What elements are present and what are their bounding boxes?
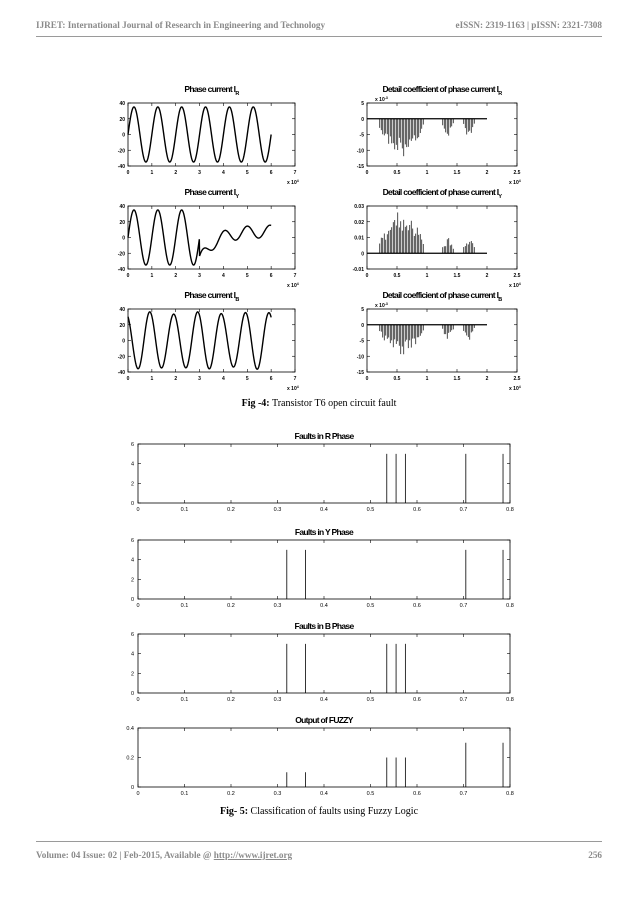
y-tick-label: -0.01 (352, 267, 364, 273)
x-tick-label: 1 (425, 376, 429, 382)
figure-4-text: Transistor T6 open circuit fault (269, 398, 397, 409)
x-tick-label: 0 (126, 273, 130, 279)
panel-title: Phase current $I_Y$ (184, 187, 239, 200)
x-tick-label: 0 (365, 273, 369, 279)
x-tick-label: 0.3 (273, 697, 282, 703)
y-tick-label: 0 (122, 235, 125, 242)
y-tick-label: -15 (356, 164, 364, 170)
x-tick-label: 0.6 (413, 603, 421, 609)
figure-5-caption (0, 806, 638, 817)
x-tick-label: 0.5 (366, 507, 375, 513)
x-tick-label: 0.5 (366, 791, 375, 797)
x-tick-label: 1.5 (453, 376, 461, 382)
y-tick-label: -20 (117, 354, 125, 361)
x-tick-label: 0.3 (273, 507, 282, 513)
x-tick-label: 0.7 (459, 603, 468, 609)
x-tick-label: 2.5 (513, 376, 521, 382)
y-tick-label: 20 (119, 116, 125, 123)
x-tick-label: 0.6 (413, 791, 421, 797)
x-tick-label: 0.5 (393, 273, 401, 279)
x-tick-label: 0 (136, 603, 140, 609)
x-tick-label: 5 (245, 376, 249, 382)
y-tick-label: -5 (359, 132, 364, 139)
journal-link[interactable]: http://www.ijret.org (213, 850, 293, 860)
y-tick-label: 40 (119, 307, 125, 313)
x-tick-label: 0.1 (180, 603, 189, 609)
x-tick-label: 0.8 (506, 603, 514, 609)
x-tick-label: 0 (136, 507, 140, 513)
y-tick-label: -40 (117, 267, 125, 273)
journal-name: IJRET: International Journal of Research in Engineering and Technology (36, 20, 326, 30)
panel-frame (138, 444, 510, 503)
y-tick-label: 4 (130, 461, 134, 468)
panel-title: Faults in B Phase (294, 621, 354, 631)
y-tick-label: -5 (359, 338, 364, 345)
panel-title-subscript: Y (235, 194, 239, 200)
x-tick-label: 0.7 (459, 507, 468, 513)
y-scale-label: x $10^{-3}$ (375, 96, 388, 103)
y-tick-label: -40 (117, 370, 125, 376)
panel-title: Detail coefficient of phase current $I_B$ (382, 290, 502, 303)
x-tick-label: 0 (365, 376, 369, 382)
x-tick-label: 7 (293, 170, 297, 176)
x-tick-label: 0.6 (413, 697, 421, 703)
x-tick-label: 0.3 (273, 603, 282, 609)
x-tick-label: 0.7 (459, 791, 468, 797)
x-tick-label: 0.8 (506, 791, 514, 797)
y-tick-label: -20 (117, 251, 125, 258)
x-tick-label: 0.1 (180, 697, 189, 703)
x-tick-label: 0.4 (320, 603, 328, 609)
x-tick-label: 0 (126, 376, 130, 382)
x-tick-label: 3 (198, 273, 201, 279)
x-tick-label: 1.5 (453, 170, 461, 176)
y-tick-label: 40 (119, 204, 125, 210)
y-tick-label: 0 (122, 338, 125, 345)
x-tick-label: 0 (126, 170, 130, 176)
x-scale-label: x $10^4$ (509, 179, 521, 186)
y-tick-label: 0.03 (354, 204, 364, 210)
figure-5-text: Classification of faults using Fuzzy Logic (248, 806, 419, 817)
y-scale-exponent: -3 (384, 96, 388, 100)
panel-title: Faults in R Phase (294, 431, 354, 441)
x-tick-label: 4 (222, 170, 225, 176)
x-tick-label: 2.5 (513, 170, 521, 176)
fig5-panel-1 (131, 431, 514, 513)
x-tick-label: 1 (150, 170, 154, 176)
panel-frame (138, 540, 510, 599)
panel-title: Output of FUZZY (295, 715, 353, 725)
x-tick-label: 1 (150, 273, 154, 279)
x-scale-exponent: 4 (296, 179, 299, 183)
panel-frame (138, 728, 510, 787)
x-scale-exponent: 4 (518, 179, 521, 183)
y-tick-label: 6 (130, 538, 134, 544)
y-tick-label: 4 (130, 651, 134, 658)
fig5-panel-3 (131, 621, 514, 703)
x-tick-label: 2.5 (513, 273, 521, 279)
x-tick-label: 2 (174, 273, 178, 279)
y-tick-label: 0 (130, 691, 134, 697)
y-tick-label: 5 (361, 101, 364, 107)
x-tick-label: 4 (222, 273, 225, 279)
x-tick-label: 5 (245, 273, 249, 279)
x-scale-exponent: 4 (296, 282, 299, 286)
y-tick-label: 40 (119, 101, 125, 107)
x-tick-label: 0.2 (227, 697, 235, 703)
x-tick-label: 0.2 (227, 507, 235, 513)
footer-rule (36, 841, 602, 842)
panel-title-subscript: B (498, 297, 502, 303)
y-tick-label: 2 (130, 577, 134, 584)
y-tick-label: 0 (130, 597, 134, 603)
fig5-panel-2 (131, 527, 514, 609)
x-tick-label: 1 (425, 170, 429, 176)
x-tick-label: 4 (222, 376, 225, 382)
y-tick-label: 0.4 (126, 726, 134, 732)
y-tick-label: 6 (130, 442, 134, 448)
y-tick-label: -20 (117, 148, 125, 155)
y-tick-label: 0 (130, 501, 134, 507)
y-tick-label: -40 (117, 164, 125, 170)
x-tick-label: 0.8 (506, 697, 514, 703)
page-number: 256 (588, 850, 602, 860)
x-tick-label: 7 (293, 376, 297, 382)
x-tick-label: 0.2 (227, 791, 235, 797)
y-scale-label: x $10^{-3}$ (375, 302, 388, 309)
panel-title-subscript: Y (498, 194, 502, 200)
x-scale-label: x $10^4$ (287, 385, 299, 392)
y-tick-label: 5 (361, 307, 364, 313)
fig5-panel-4 (126, 715, 513, 797)
x-tick-label: 0.5 (366, 697, 375, 703)
x-tick-label: 2 (485, 273, 489, 279)
x-tick-label: 0.2 (227, 603, 235, 609)
x-tick-label: 0.6 (413, 507, 421, 513)
x-tick-label: 0.5 (393, 376, 401, 382)
x-tick-label: 0.4 (320, 697, 328, 703)
x-tick-label: 3 (198, 170, 201, 176)
y-tick-label: 0.02 (354, 219, 364, 226)
panel-title-subscript: R (235, 91, 239, 97)
y-tick-label: 0 (361, 322, 364, 329)
y-tick-label: 6 (130, 632, 134, 638)
y-tick-label: 20 (119, 219, 125, 226)
issue-info (36, 850, 292, 860)
x-tick-label: 1 (150, 376, 154, 382)
y-tick-label: 0.01 (354, 235, 364, 242)
x-tick-label: 0 (136, 697, 140, 703)
x-scale-label: x $10^4$ (509, 282, 521, 289)
x-scale-exponent: 4 (518, 385, 521, 389)
y-tick-label: 4 (130, 557, 134, 564)
x-tick-label: 1.5 (453, 273, 461, 279)
panel-title: Phase current $I_B$ (184, 290, 239, 303)
y-tick-label: 2 (130, 671, 134, 678)
y-tick-label: -10 (356, 148, 364, 155)
y-tick-label: 0 (122, 132, 125, 139)
x-scale-exponent: 4 (296, 385, 299, 389)
y-tick-label: 20 (119, 322, 125, 329)
y-tick-label: -10 (356, 354, 364, 361)
panel-frame (138, 634, 510, 693)
x-tick-label: 2 (174, 376, 178, 382)
y-tick-label: 2 (130, 481, 134, 488)
panel-title-subscript: R (498, 91, 502, 97)
x-scale-label: x $10^4$ (287, 179, 299, 186)
x-tick-label: 1 (425, 273, 429, 279)
x-tick-label: 0.1 (180, 791, 189, 797)
x-tick-label: 2 (174, 170, 178, 176)
y-scale-exponent: -3 (384, 302, 388, 306)
x-tick-label: 0.1 (180, 507, 189, 513)
y-tick-label: -15 (356, 370, 364, 376)
panel-title-subscript: B (235, 297, 239, 303)
issue-text: Volume: 04 Issue: 02 | Feb-2015, Available @ (36, 850, 214, 860)
panel-title: Phase current $I_R$ (184, 84, 239, 97)
y-tick-label: 0.2 (126, 755, 134, 762)
y-tick-label: 0 (130, 785, 134, 791)
x-tick-label: 5 (245, 170, 249, 176)
x-scale-exponent: 4 (518, 282, 521, 286)
x-tick-label: 0.4 (320, 507, 328, 513)
y-tick-label: 0 (361, 116, 364, 123)
x-tick-label: 0 (136, 791, 140, 797)
x-tick-label: 7 (293, 273, 297, 279)
x-scale-label: x $10^4$ (287, 282, 299, 289)
x-tick-label: 0.5 (366, 603, 375, 609)
issn-text: eISSN: 2319-1163 | pISSN: 2321-7308 (455, 20, 602, 30)
x-tick-label: 0 (365, 170, 369, 176)
x-tick-label: 6 (269, 376, 273, 382)
x-tick-label: 0.3 (273, 791, 282, 797)
x-scale-label: x $10^4$ (509, 385, 521, 392)
panel-title: Detail coefficient of phase current $I_R$ (382, 84, 502, 97)
panel-title: Detail coefficient of phase current $I_Y$ (382, 187, 502, 200)
x-tick-label: 0.5 (393, 170, 401, 176)
x-tick-label: 0.7 (459, 697, 468, 703)
x-tick-label: 6 (269, 170, 273, 176)
x-tick-label: 2 (485, 376, 489, 382)
figure-4-label: Fig -4: (241, 398, 270, 409)
x-tick-label: 2 (485, 170, 489, 176)
panel-title: Faults in Y Phase (294, 527, 354, 537)
x-tick-label: 0.8 (506, 507, 514, 513)
x-tick-label: 0.4 (320, 791, 328, 797)
y-tick-label: 0 (361, 251, 364, 258)
x-tick-label: 6 (269, 273, 273, 279)
x-tick-label: 3 (198, 376, 201, 382)
figure-5-label: Fig- 5: (219, 806, 249, 817)
